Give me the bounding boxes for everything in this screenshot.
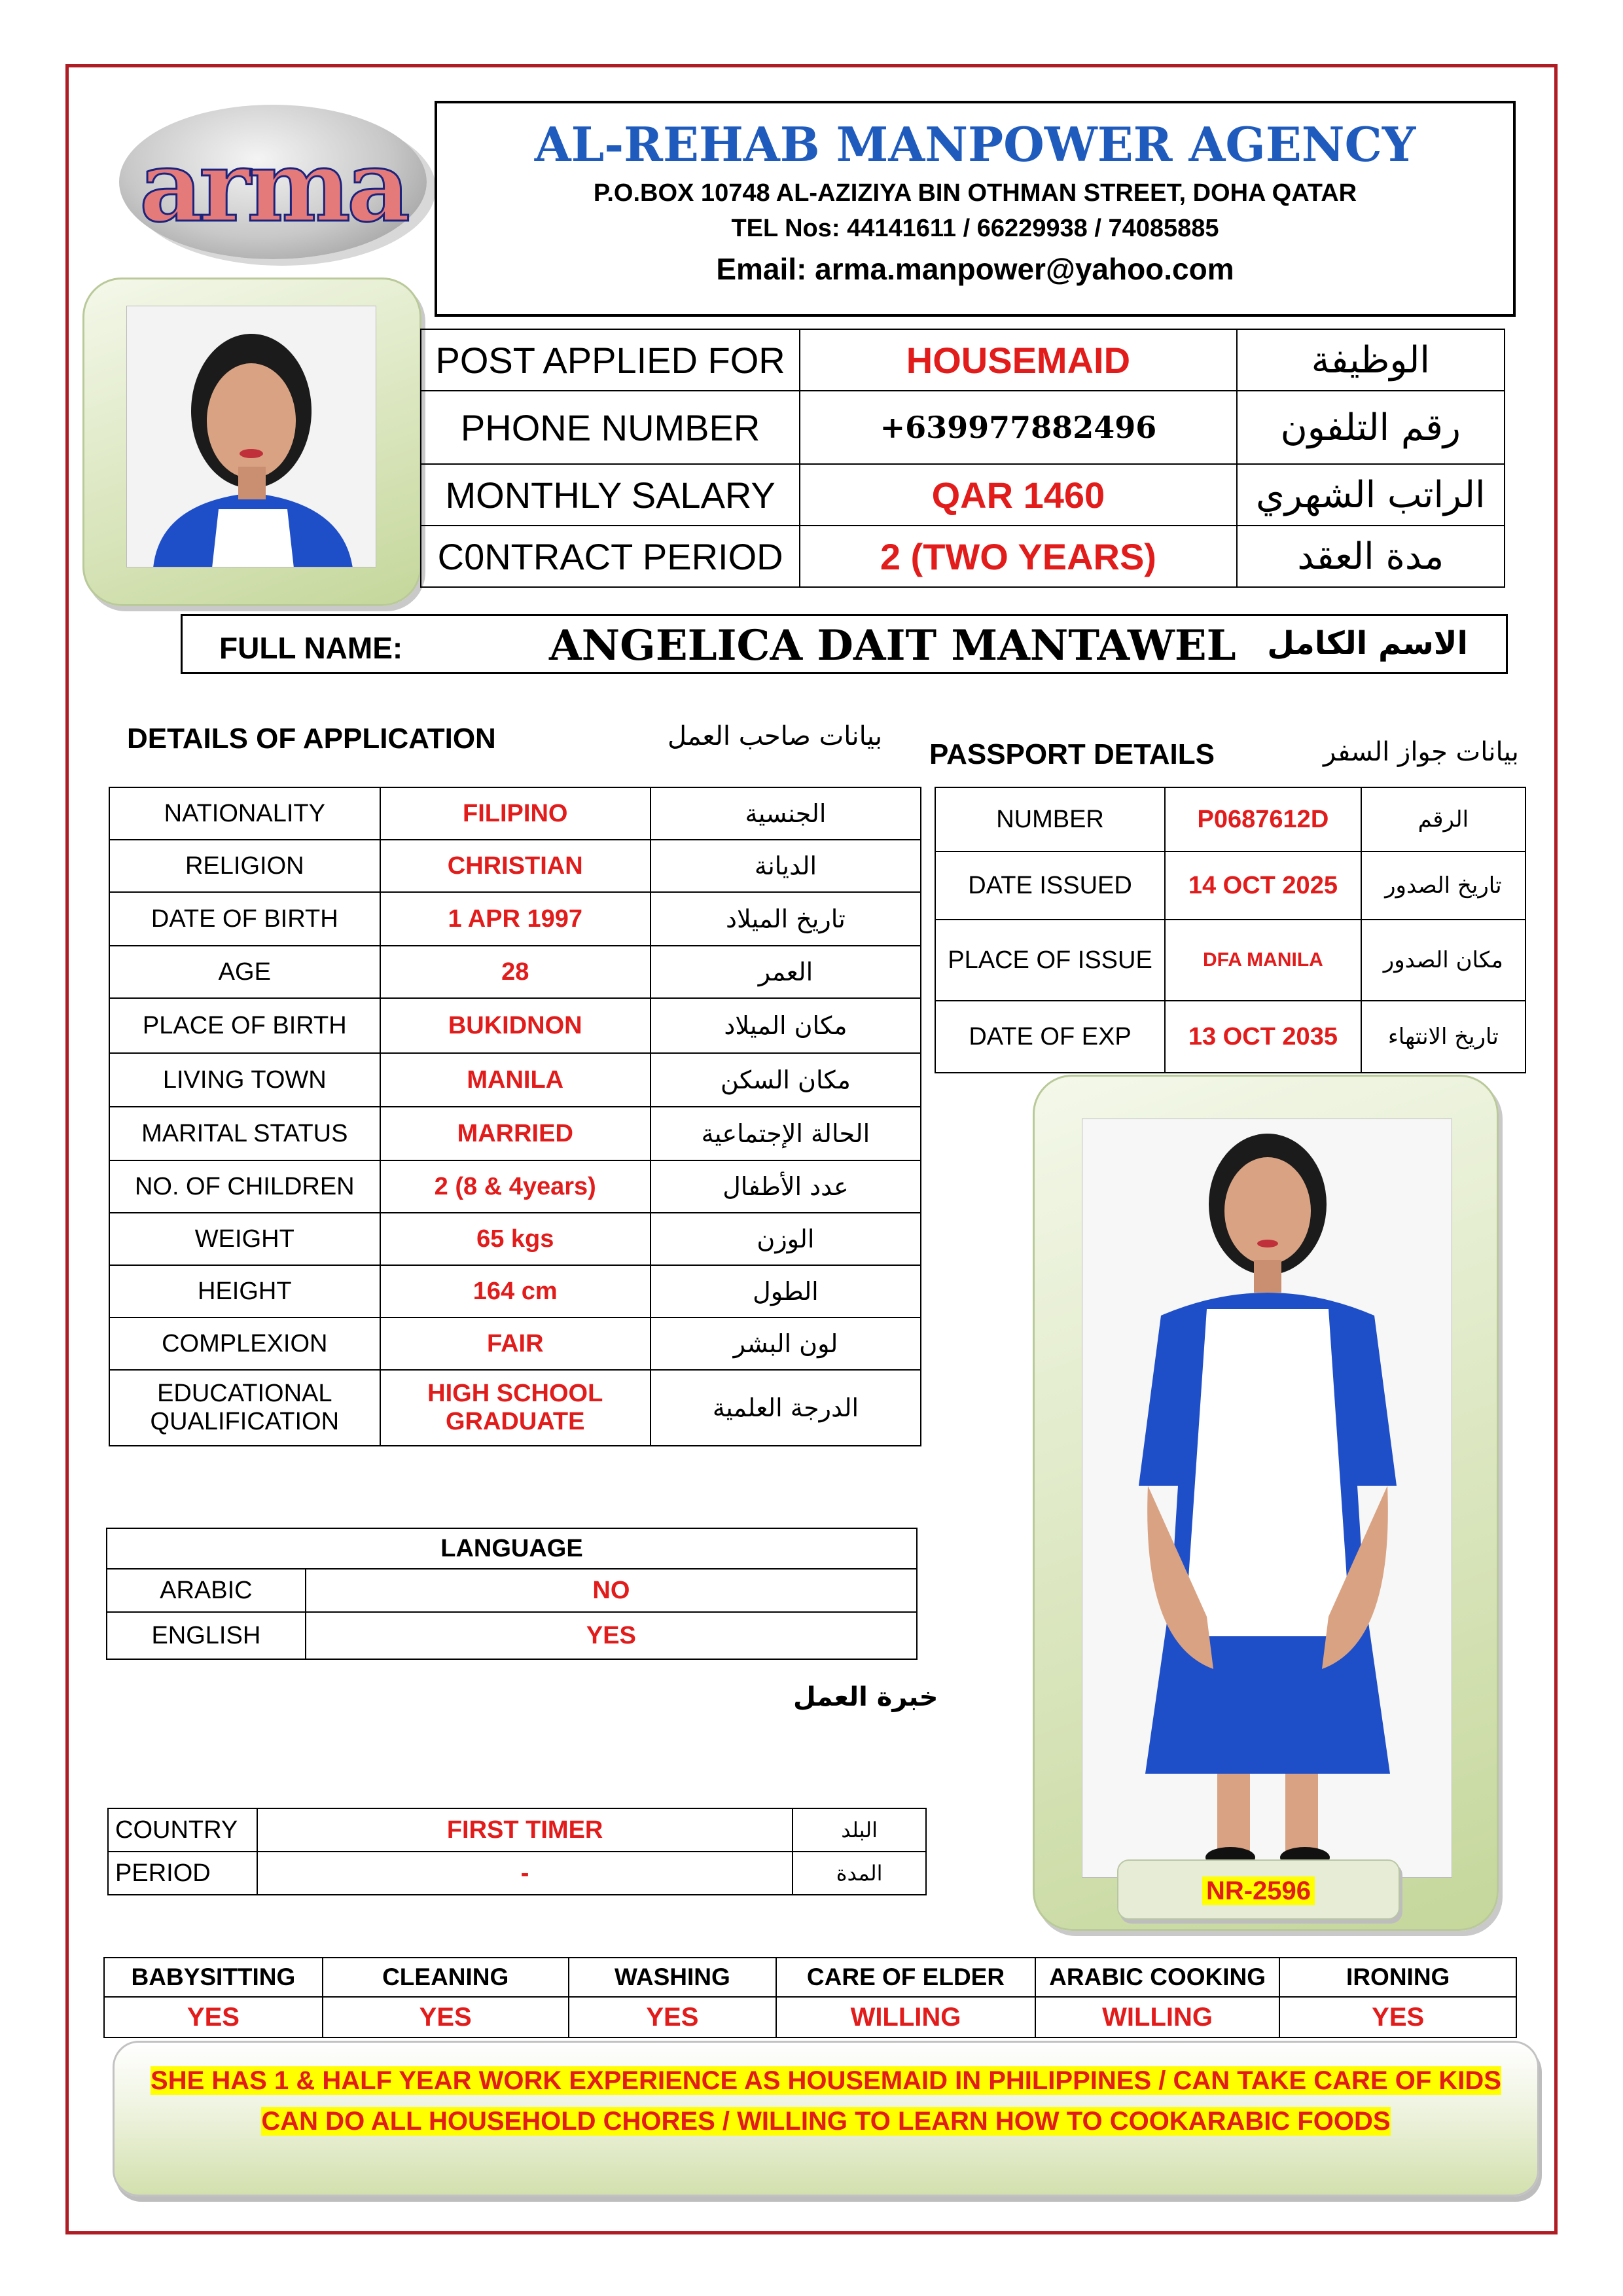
- passport-title-arabic: بيانات جواز السفر: [1323, 737, 1519, 767]
- table-row: [108, 1808, 926, 1852]
- post-value: HOUSEMAID: [800, 329, 1236, 391]
- phone-value: +639977882496: [800, 391, 1236, 464]
- place-of-birth-value: BUKIDNON: [380, 998, 651, 1053]
- children-value: 2 (8 & 4years): [380, 1160, 651, 1213]
- skill-ironing-label: IRONING: [1279, 1958, 1516, 1997]
- period-value: -: [257, 1852, 793, 1895]
- skill-arabic-cooking-value: WILLING: [1035, 1997, 1280, 2037]
- dob-label: DATE OF BIRTH: [109, 892, 380, 946]
- full-body-photo-frame: [1033, 1075, 1499, 1931]
- english-language-value: YES: [306, 1612, 917, 1659]
- table-row: [109, 892, 921, 946]
- full-name-value: ANGELICA DAIT MANTAWEL: [549, 621, 1236, 670]
- remarks-line-1: SHE HAS 1 & HALF YEAR WORK EXPERIENCE AS HOUSEMAID IN PHILIPPINES / CAN TAKE CARE OF KIDS: [151, 2066, 1501, 2095]
- country-arabic: البلد: [793, 1808, 926, 1852]
- religion-label: RELIGION: [109, 840, 380, 892]
- phone-label: PHONE NUMBER: [421, 391, 800, 464]
- marital-status-arabic: الحالة الإجتماعية: [651, 1107, 921, 1160]
- table-row: [109, 1107, 921, 1160]
- living-town-arabic: مكان السكن: [651, 1053, 921, 1107]
- table-row: [104, 1997, 1516, 2037]
- table-row: [109, 840, 921, 892]
- remarks-line-2-wrap: [115, 2107, 1537, 2136]
- post-arabic: الوظيفة: [1237, 329, 1505, 391]
- date-issued-label: DATE ISSUED: [935, 852, 1165, 920]
- country-label: COUNTRY: [108, 1808, 257, 1852]
- date-of-exp-value: 13 OCT 2035: [1165, 1001, 1361, 1073]
- reference-badge: [1117, 1859, 1400, 1920]
- table-row: [935, 787, 1525, 852]
- application-table: [109, 787, 921, 1446]
- table-row: [108, 1852, 926, 1895]
- table-row: [935, 920, 1525, 1001]
- complexion-label: COMPLEXION: [109, 1318, 380, 1370]
- date-issued-arabic: تاريخ الصدور: [1361, 852, 1525, 920]
- period-label: PERIOD: [108, 1852, 257, 1895]
- table-row: [109, 1053, 921, 1107]
- passport-table: [935, 787, 1526, 1073]
- passport-number-value: P0687612D: [1165, 787, 1361, 852]
- place-of-issue-label: PLACE OF ISSUE: [935, 920, 1165, 1001]
- skill-babysitting-value: YES: [104, 1997, 323, 2037]
- passport-number-arabic: الرقم: [1361, 787, 1525, 852]
- age-value: 28: [380, 946, 651, 998]
- religion-arabic: الديانة: [651, 840, 921, 892]
- children-label: NO. OF CHILDREN: [109, 1160, 380, 1213]
- agency-tel: TEL Nos: 44141611 / 66229938 / 74085885: [731, 215, 1219, 242]
- table-row: [107, 1528, 917, 1569]
- agency-name: AL-REHAB MANPOWER AGENCY: [534, 117, 1416, 172]
- table-row: [109, 998, 921, 1053]
- living-town-value: MANILA: [380, 1053, 651, 1107]
- skill-care-of-elder-label: CARE OF ELDER: [776, 1958, 1035, 1997]
- table-row: [107, 1612, 917, 1659]
- salary-arabic: الراتب الشهري: [1237, 464, 1505, 526]
- religion-value: CHRISTIAN: [380, 840, 651, 892]
- agency-email: Email: arma.manpower@yahoo.com: [716, 252, 1234, 286]
- table-row: [109, 787, 921, 840]
- table-row: [109, 1160, 921, 1213]
- height-label: HEIGHT: [109, 1265, 380, 1318]
- post-table: [420, 329, 1505, 588]
- passport-number-label: NUMBER: [935, 787, 1165, 852]
- table-row: [421, 526, 1505, 587]
- nationality-arabic: الجنسية: [651, 787, 921, 840]
- nationality-value: FILIPINO: [380, 787, 651, 840]
- dob-value: 1 APR 1997: [380, 892, 651, 946]
- table-row: [109, 1265, 921, 1318]
- skill-care-of-elder-value: WILLING: [776, 1997, 1035, 2037]
- living-town-label: LIVING TOWN: [109, 1053, 380, 1107]
- table-row: [109, 946, 921, 998]
- salary-label: MONTHLY SALARY: [421, 464, 800, 526]
- complexion-arabic: لون البشر: [651, 1318, 921, 1370]
- applicant-full-body-image: [1082, 1119, 1452, 1878]
- full-name-arabic: الاسم الكامل: [1267, 625, 1468, 662]
- application-title: DETAILS OF APPLICATION: [127, 723, 496, 755]
- nationality-label: NATIONALITY: [109, 787, 380, 840]
- experience-table: [107, 1808, 927, 1895]
- table-row: [107, 1569, 917, 1612]
- agency-header: [435, 101, 1516, 317]
- english-language-label: ENGLISH: [107, 1612, 306, 1659]
- dob-arabic: تاريخ الميلاد: [651, 892, 921, 946]
- place-of-birth-arabic: مكان الميلاد: [651, 998, 921, 1053]
- date-issued-value: 14 OCT 2025: [1165, 852, 1361, 920]
- age-arabic: العمر: [651, 946, 921, 998]
- marital-status-value: MARRIED: [380, 1107, 651, 1160]
- reference-number: NR-2596: [1202, 1876, 1315, 1905]
- period-arabic: المدة: [793, 1852, 926, 1895]
- date-of-exp-label: DATE OF EXP: [935, 1001, 1165, 1073]
- table-row: [421, 391, 1505, 464]
- phone-arabic: رقم التلفون: [1237, 391, 1505, 464]
- table-row: [421, 329, 1505, 391]
- skill-washing-label: WASHING: [569, 1958, 777, 1997]
- reference-badge-inner: [1118, 1876, 1399, 1906]
- age-label: AGE: [109, 946, 380, 998]
- weight-label: WEIGHT: [109, 1213, 380, 1265]
- post-label: POST APPLIED FOR: [421, 329, 800, 391]
- experience-title-arabic: خبرة العمل: [793, 1682, 938, 1712]
- complexion-value: FAIR: [380, 1318, 651, 1370]
- marital-status-label: MARITAL STATUS: [109, 1107, 380, 1160]
- salary-value: QAR 1460: [800, 464, 1236, 526]
- remarks-line-1-wrap: [115, 2066, 1537, 2096]
- full-body-photo: [1082, 1119, 1452, 1878]
- table-row: [935, 1001, 1525, 1073]
- portrait-photo-frame: [82, 278, 421, 606]
- agency-address: P.O.BOX 10748 AL-AZIZIYA BIN OTHMAN STREET, DOHA QATAR: [593, 179, 1357, 207]
- arabic-language-value: NO: [306, 1569, 917, 1612]
- place-of-issue-arabic: مكان الصدور: [1361, 920, 1525, 1001]
- application-title-arabic: بيانات صاحب العمل: [668, 721, 882, 751]
- table-row: [935, 852, 1525, 920]
- language-table: [106, 1528, 918, 1660]
- table-row: [421, 464, 1505, 526]
- height-arabic: الطول: [651, 1265, 921, 1318]
- contract-label: C0NTRACT PERIOD: [421, 526, 800, 587]
- remarks-box: [113, 2041, 1539, 2197]
- date-of-exp-arabic: تاريخ الانتهاء: [1361, 1001, 1525, 1073]
- passport-title: PASSPORT DETAILS: [929, 738, 1215, 770]
- applicant-portrait-image: [127, 306, 376, 567]
- skill-babysitting-label: BABYSITTING: [104, 1958, 323, 1997]
- skills-table: [103, 1957, 1517, 2038]
- education-arabic: الدرجة العلمية: [651, 1370, 921, 1446]
- education-value: HIGH SCHOOL GRADUATE: [380, 1370, 651, 1446]
- skill-arabic-cooking-label: ARABIC COOKING: [1035, 1958, 1280, 1997]
- contract-arabic: مدة العقد: [1237, 526, 1505, 587]
- skill-cleaning-value: YES: [323, 1997, 569, 2037]
- table-row: [104, 1958, 1516, 1997]
- table-row: [109, 1213, 921, 1265]
- table-row: [109, 1370, 921, 1446]
- education-label: EDUCATIONAL QUALIFICATION: [109, 1370, 380, 1446]
- country-value: FIRST TIMER: [257, 1808, 793, 1852]
- table-row: [109, 1318, 921, 1370]
- skill-ironing-value: YES: [1279, 1997, 1516, 2037]
- full-name-label: FULL NAME:: [219, 631, 403, 665]
- skill-washing-value: YES: [569, 1997, 777, 2037]
- height-value: 164 cm: [380, 1265, 651, 1318]
- remarks-line-2: CAN DO ALL HOUSEHOLD CHORES / WILLING TO LEARN HOW TO COOKARABIC FOODS: [261, 2107, 1391, 2136]
- weight-arabic: الوزن: [651, 1213, 921, 1265]
- children-arabic: عدد الأطفال: [651, 1160, 921, 1213]
- weight-value: 65 kgs: [380, 1213, 651, 1265]
- place-of-birth-label: PLACE OF BIRTH: [109, 998, 380, 1053]
- place-of-issue-value: DFA MANILA: [1165, 920, 1361, 1001]
- portrait-photo: [126, 306, 376, 567]
- full-name-box: [181, 614, 1508, 674]
- arabic-language-label: ARABIC: [107, 1569, 306, 1612]
- language-title: LANGUAGE: [107, 1528, 917, 1569]
- logo-text: arma: [139, 129, 407, 244]
- contract-value: 2 (TWO YEARS): [800, 526, 1236, 587]
- skill-cleaning-label: CLEANING: [323, 1958, 569, 1997]
